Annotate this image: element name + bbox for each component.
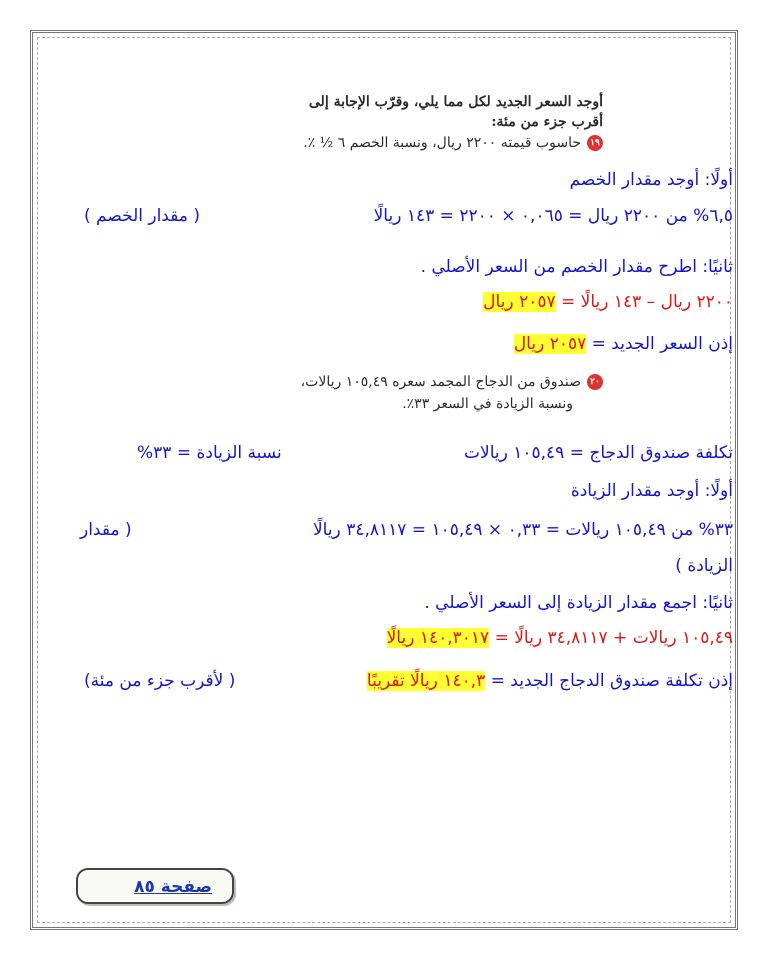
sol19-answer-label: إذن السعر الجديد = (591, 334, 733, 354)
sol20-step2 (387, 628, 733, 648)
sol19-step2 (483, 292, 733, 312)
sol20-answer-label: إذن تكلفة صندوق الدجاج الجديد = (490, 671, 733, 691)
sol20-step2-title: ثانيًا: اجمع مقدار الزيادة إلى السعر الأصلي . (424, 593, 733, 613)
sol19-step1-calc: ٦,٥% من ٢٢٠٠ ريال = ٠,٠٦٥ × ٢٢٠٠ = ١٤٣ ريالًا (373, 206, 733, 226)
page-number-label: صفحة ٨٥ (134, 877, 212, 897)
problem-19-number: ١٩ (587, 135, 603, 151)
problem-19 (303, 135, 603, 151)
page-number-box (76, 868, 234, 904)
sol19-step2-calc: ٢٢٠٠ ريال – ١٤٣ ريالًا = (561, 292, 733, 312)
sol20-step1-note-1: ( مقدار (80, 520, 132, 540)
sol20-step1-calc: ٣٣% من ١٠٥,٤٩ ريالات = ٠,٣٣ × ١٠٥,٤٩ = ٣٤,٨١١٧ ريالًا (312, 520, 733, 540)
sol20-answer-note: ( لأقرب جزء من مئة) (84, 671, 236, 691)
sol19-step1-note: ( مقدار الخصم ) (84, 206, 200, 226)
problem-19-text: حاسوب قيمته ٢٢٠٠ ريال، ونسبة الخصم ٦ ½ ٪. (303, 135, 581, 151)
sol19-step2-result: ٢٠٥٧ ريال (483, 292, 556, 312)
problem-20 (301, 374, 603, 390)
sol20-given-cost: تكلفة صندوق الدجاج = ١٠٥,٤٩ ريالات (464, 443, 733, 463)
problem-20-text-1: صندوق من الدجاج المجمد سعره ١٠٥,٤٩ ريالات، (300, 374, 581, 390)
sol19-answer-value: ٢٠٥٧ ريال (513, 334, 587, 354)
instruction-line-1: أوجد السعر الجديد لكل مما يلي، وقرّب الإجابة إلى (308, 94, 603, 110)
sol19-answer (514, 334, 733, 354)
problem-20-number: ٢٠ (587, 374, 603, 390)
sol20-given-rate: نسبة الزيادة = ٣٣% (137, 443, 282, 463)
sol19-step1-title: أولًا: أوجد مقدار الخصم (569, 170, 733, 190)
sol20-step1-title: أولًا: أوجد مقدار الزيادة (570, 481, 733, 501)
sol20-answer-value: ١٤٠,٣ ريالًا تقريبًا (366, 671, 486, 691)
page-border (30, 30, 738, 930)
sol20-step2-calc: ١٠٥,٤٩ ريالات + ٣٤,٨١١٧ ريالًا = (494, 628, 733, 648)
sol20-answer (367, 671, 733, 691)
sol20-step2-result: ١٤٠,٣٠١٧ ريالًا (386, 628, 490, 648)
instruction-line-2: أقرب جزء من مئة: (491, 114, 603, 130)
sol20-step1-note-2: الزيادة ) (675, 556, 733, 576)
sol19-step2-title: ثانيًا: اطرح مقدار الخصم من السعر الأصلي . (420, 257, 733, 277)
problem-20-text-2: ونسبة الزيادة في السعر ٣٣٪. (402, 396, 573, 412)
